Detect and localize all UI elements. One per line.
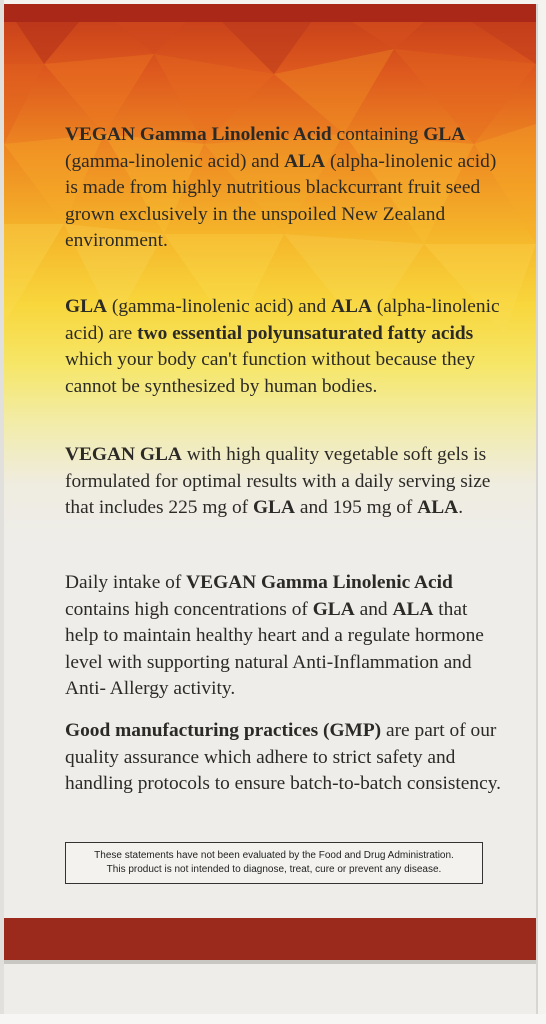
paragraph-gmp bbox=[65, 718, 505, 798]
bold-text-segment: VEGAN Gamma Linolenic Acid bbox=[186, 572, 453, 593]
text-segment: and 195 mg of bbox=[294, 497, 418, 518]
bottom-band-shadow bbox=[4, 960, 536, 964]
surface-below-box bbox=[0, 1014, 546, 1024]
bold-text-segment: VEGAN GLA bbox=[65, 444, 182, 465]
paragraph-essential-fatty-acids bbox=[65, 294, 505, 400]
text-segment: contains high concentrations of bbox=[65, 598, 313, 620]
bold-text-segment: GLA bbox=[312, 598, 355, 620]
bold-text-segment: VEGAN Gamma Linolenic Acid bbox=[65, 124, 332, 145]
bold-text-segment: Good manufacturing practices (GMP) bbox=[65, 720, 382, 741]
bold-text-segment: GLA bbox=[65, 296, 108, 317]
disclaimer-line-1: These statements have not been evaluated by the Food and Drug Administration. bbox=[94, 850, 454, 861]
disclaimer-line-2: This product is not intended to diagnose, treat, cure or prevent any disease. bbox=[106, 864, 442, 875]
bold-text-segment: ALA bbox=[284, 150, 326, 172]
text-segment: (gamma-linolenic acid) and bbox=[107, 296, 332, 317]
text-segment: which your body can't function without because they cannot be synthesized by human bodies. bbox=[65, 349, 476, 397]
text-segment: Daily intake of bbox=[65, 572, 187, 593]
text-segment: containing bbox=[331, 124, 424, 145]
text-segment: and bbox=[354, 598, 393, 620]
top-edge-strip bbox=[4, 4, 536, 22]
bold-text-segment: two essential polyunsaturated fatty acids bbox=[137, 322, 474, 344]
bottom-red-band bbox=[4, 918, 536, 960]
text-segment: (alpha-linolenic acid) is made from highly nutritious blackcurrant fruit seed grown exclusively in the unspoiled New Zealand environment. bbox=[65, 150, 497, 251]
bold-text-segment: GLA bbox=[252, 497, 295, 518]
text-segment: (alpha-linolenic acid) are bbox=[65, 296, 500, 344]
text-segment: . bbox=[458, 497, 464, 518]
bold-text-segment: GLA bbox=[423, 124, 466, 145]
text-segment: with high quality vegetable soft gels is formulated for optimal results with a daily serving size that includes 225 mg of bbox=[65, 444, 491, 518]
paragraph-daily-intake bbox=[65, 570, 505, 703]
fda-disclaimer-box bbox=[65, 842, 483, 884]
bold-text-segment: ALA bbox=[392, 598, 434, 620]
paragraph-serving-size bbox=[65, 442, 505, 522]
bold-text-segment: ALA bbox=[417, 497, 459, 518]
product-box-side-panel bbox=[4, 4, 538, 1014]
bold-text-segment: ALA bbox=[331, 296, 372, 317]
text-segment: (gamma-linolenic acid) and bbox=[65, 150, 285, 172]
paragraph-intro bbox=[65, 122, 505, 255]
text-segment: that help to maintain healthy heart and a regulate hormone level with supporting natural Anti-Inflammation and Anti- Allergy activity. bbox=[65, 598, 484, 699]
text-segment: are part of our quality assurance which adhere to strict safety and handling protocols to ensure batch-to-batch consistency. bbox=[65, 720, 501, 794]
